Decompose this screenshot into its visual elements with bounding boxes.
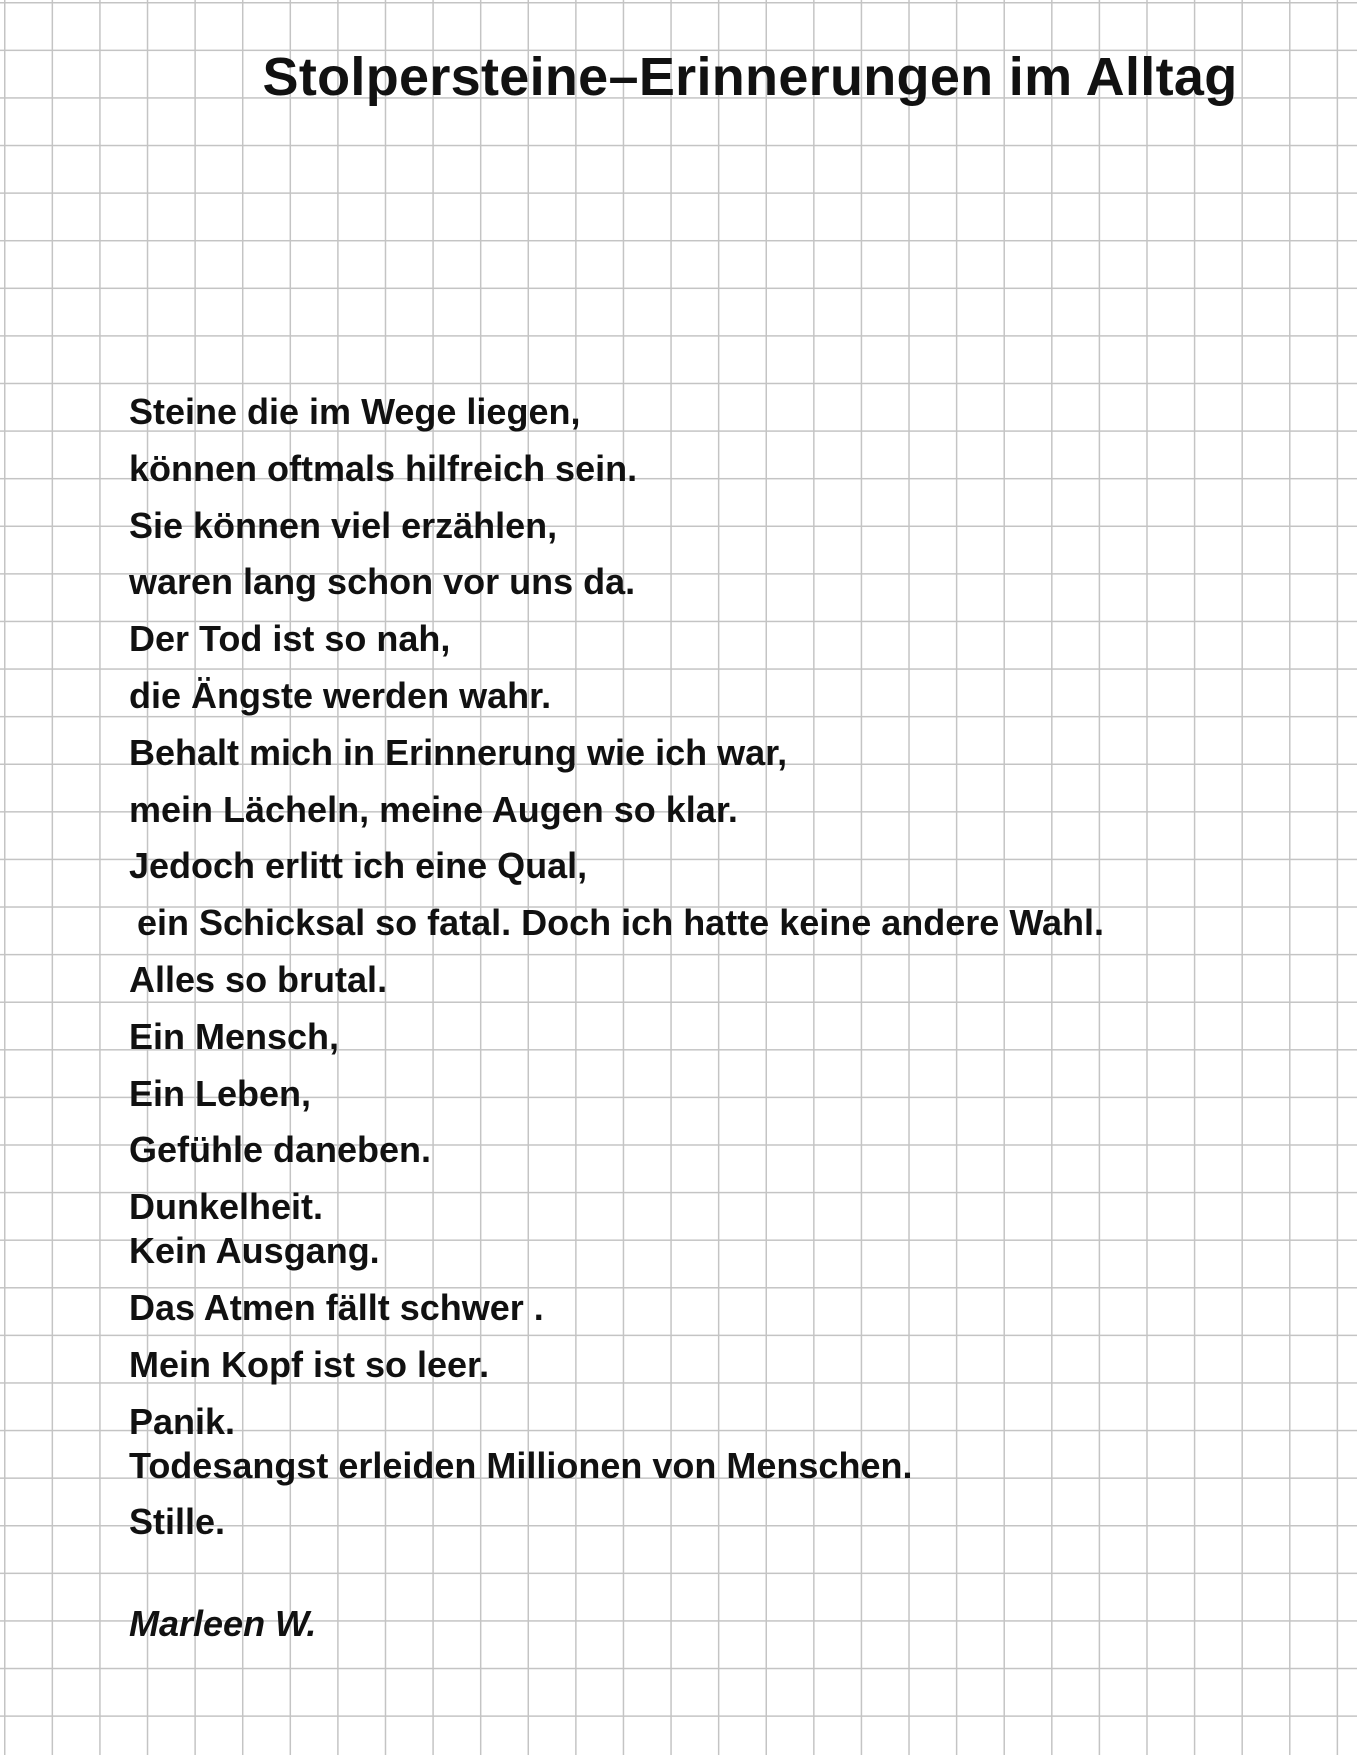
poem-line: Dunkelheit. bbox=[129, 1186, 324, 1228]
poem-line: Sie können viel erzählen, bbox=[129, 504, 558, 546]
poem-line: Mein Kopf ist so leer. bbox=[129, 1343, 490, 1385]
poem-line: können oftmals hilfreich sein. bbox=[129, 447, 638, 489]
poem-line: ein Schicksal so fatal. Doch ich hatte keine andere Wahl. bbox=[137, 902, 1104, 944]
author-signature: Marleen W. bbox=[129, 1603, 317, 1644]
poem-line: mein Lächeln, meine Augen so klar. bbox=[129, 788, 738, 830]
poem-line: Jedoch erlitt ich eine Qual, bbox=[129, 845, 588, 887]
poem-line: Stille. bbox=[129, 1501, 226, 1543]
poem-line: Das Atmen fällt schwer . bbox=[129, 1286, 544, 1328]
poem-line: Behalt mich in Erinnerung wie ich war, bbox=[129, 731, 788, 773]
poem-line: Ein Mensch, bbox=[129, 1015, 340, 1057]
poem-line: Ein Leben, bbox=[129, 1072, 312, 1114]
poem-line: Gefühle daneben. bbox=[129, 1129, 432, 1171]
page-title: Stolpersteine–Erinnerungen im Alltag bbox=[262, 47, 1238, 107]
poem-line: waren lang schon vor uns da. bbox=[129, 561, 636, 603]
poem-line: Kein Ausgang. bbox=[129, 1230, 380, 1272]
poem-line: Steine die im Wege liegen, bbox=[129, 391, 581, 432]
poem bbox=[129, 384, 1104, 1551]
poem-line: die Ängste werden wahr. bbox=[129, 674, 552, 716]
poem-line: Panik. bbox=[129, 1400, 236, 1442]
poem-line: Der Tod ist so nah, bbox=[129, 618, 451, 660]
poem-line: Todesangst erleiden Millionen von Menschen. bbox=[129, 1444, 913, 1486]
poem-line: Alles so brutal. bbox=[129, 958, 388, 1000]
